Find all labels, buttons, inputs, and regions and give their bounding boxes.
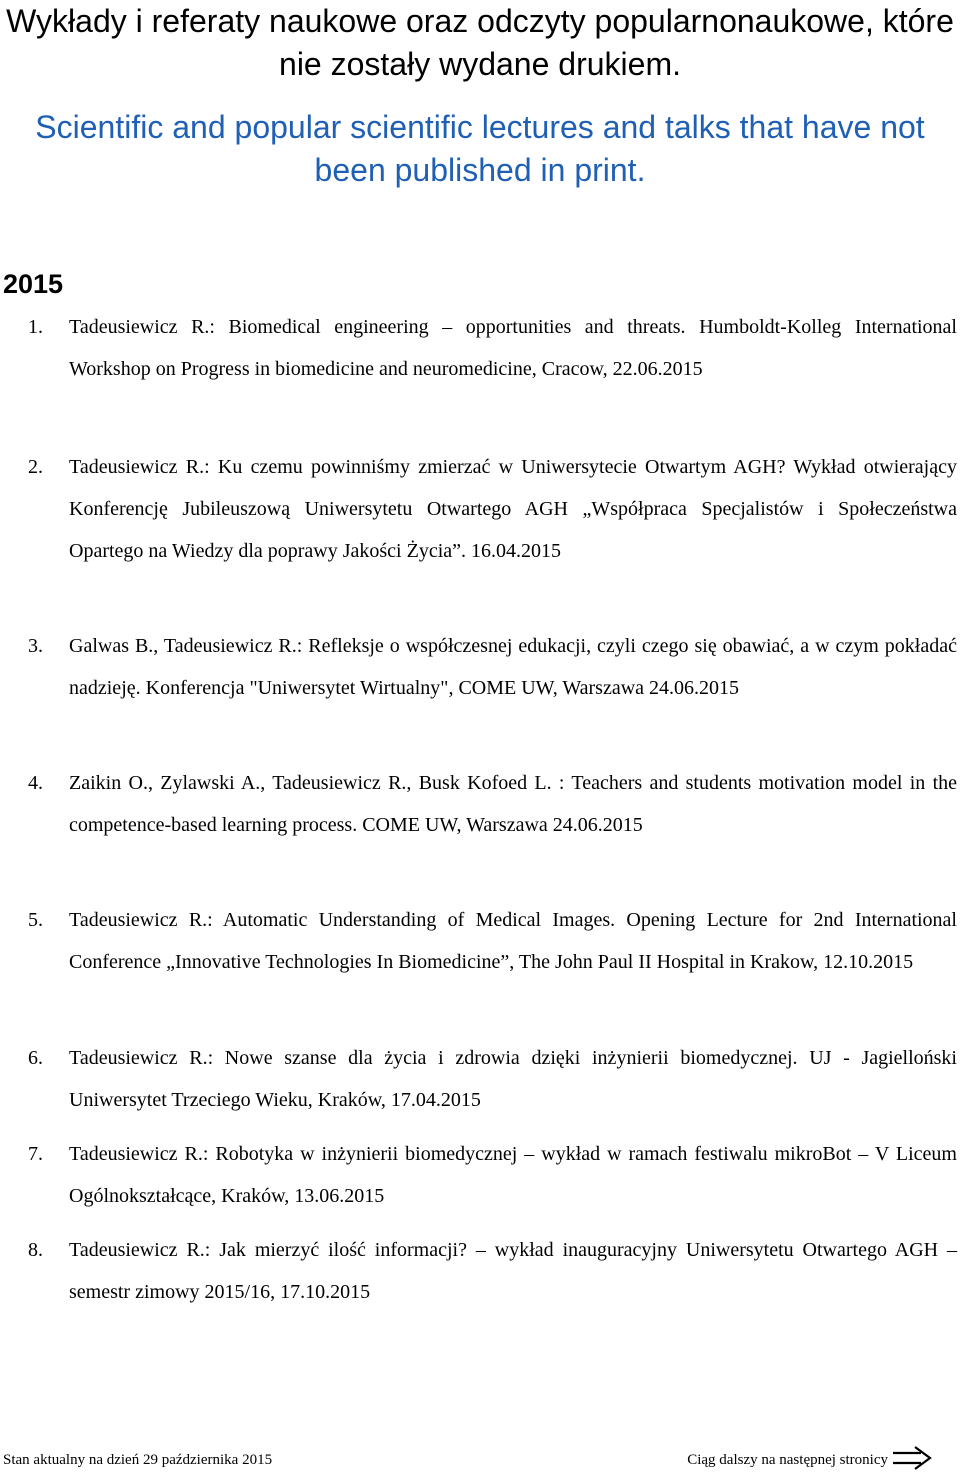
list-item-text: Tadeusiewicz R.: Jak mierzyć ilość informacji? – wykład inauguracyjny Uniwersytetu Otwartego AGH – semestr zimowy 2015/16, 17.10.2015 <box>69 1239 957 1303</box>
list-item-number: 4. <box>28 772 43 794</box>
section-year-heading: 2015 <box>3 269 64 299</box>
list-item-number: 2. <box>28 456 43 478</box>
list-item-text: Zaikin O., Zylawski A., Tadeusiewicz R., Busk Kofoed L. : Teachers and students motivation model in the competence-based learning process. COME UW, Warszawa 24.06.2015 <box>69 772 957 836</box>
list-item-number: 8. <box>28 1239 43 1261</box>
list-item-text: Galwas B., Tadeusiewicz R.: Refleksje o współczesnej edukacji, czyli czego się obawiać, a w czym pokładać nadzieję. Konferencja "Uniwersytet Wirtualny", COME UW, Warszawa 24.06.2015 <box>69 635 957 699</box>
list-item-text: Tadeusiewicz R.: Nowe szanse dla życia i zdrowia dzięki inżynierii biomedycznej. UJ - Jagielloński Uniwersytet Trzeciego Wieku, Kraków, 17.04.2015 <box>69 1047 957 1111</box>
double-right-arrow-icon <box>891 1445 933 1471</box>
page-title-english: Scientific and popular scientific lectures and talks that have not been published in print. <box>35 109 925 188</box>
list-item-text: Tadeusiewicz R.: Automatic Understanding of Medical Images. Opening Lecture for 2nd International Conference „Innovative Technologies In Biomedicine”, The John Paul II Hospital in Krakow, 12.10.2015 <box>69 909 957 973</box>
page-title-polish: Wykłady i referaty naukowe oraz odczyty popularnonaukowe, które nie zostały wydane drukiem. <box>6 3 954 82</box>
list-item-text: Tadeusiewicz R.: Biomedical engineering – opportunities and threats. Humboldt-Kolleg International Workshop on Progress in biomedicine and neuromedicine, Cracow, 22.06.2015 <box>69 316 957 380</box>
list-item-number: 1. <box>28 316 43 338</box>
list-item-text: Tadeusiewicz R.: Robotyka w inżynierii biomedycznej – wykład w ramach festiwalu mikroBot – V Liceum Ogólnokształcące, Kraków, 13.06.2015 <box>69 1143 957 1207</box>
list-item-number: 3. <box>28 635 43 657</box>
footer-continued: Ciąg dalszy na następnej stronicy <box>687 1452 888 1468</box>
list-item-number: 7. <box>28 1143 43 1165</box>
list-item-number: 6. <box>28 1047 43 1069</box>
list-item-number: 5. <box>28 909 43 931</box>
footer-status: Stan aktualny na dzień 29 października 2015 <box>3 1452 273 1468</box>
list-item-text: Tadeusiewicz R.: Ku czemu powinniśmy zmierzać w Uniwersytecie Otwartym AGH? Wykład otwierający Konferencję Jubileuszową Uniwersytetu Otwartego AGH „Współpraca Specjalistów i Społeczeństwa Opartego na Wiedzy dla poprawy Jakości Życia”. 16.04.2015 <box>69 456 957 562</box>
